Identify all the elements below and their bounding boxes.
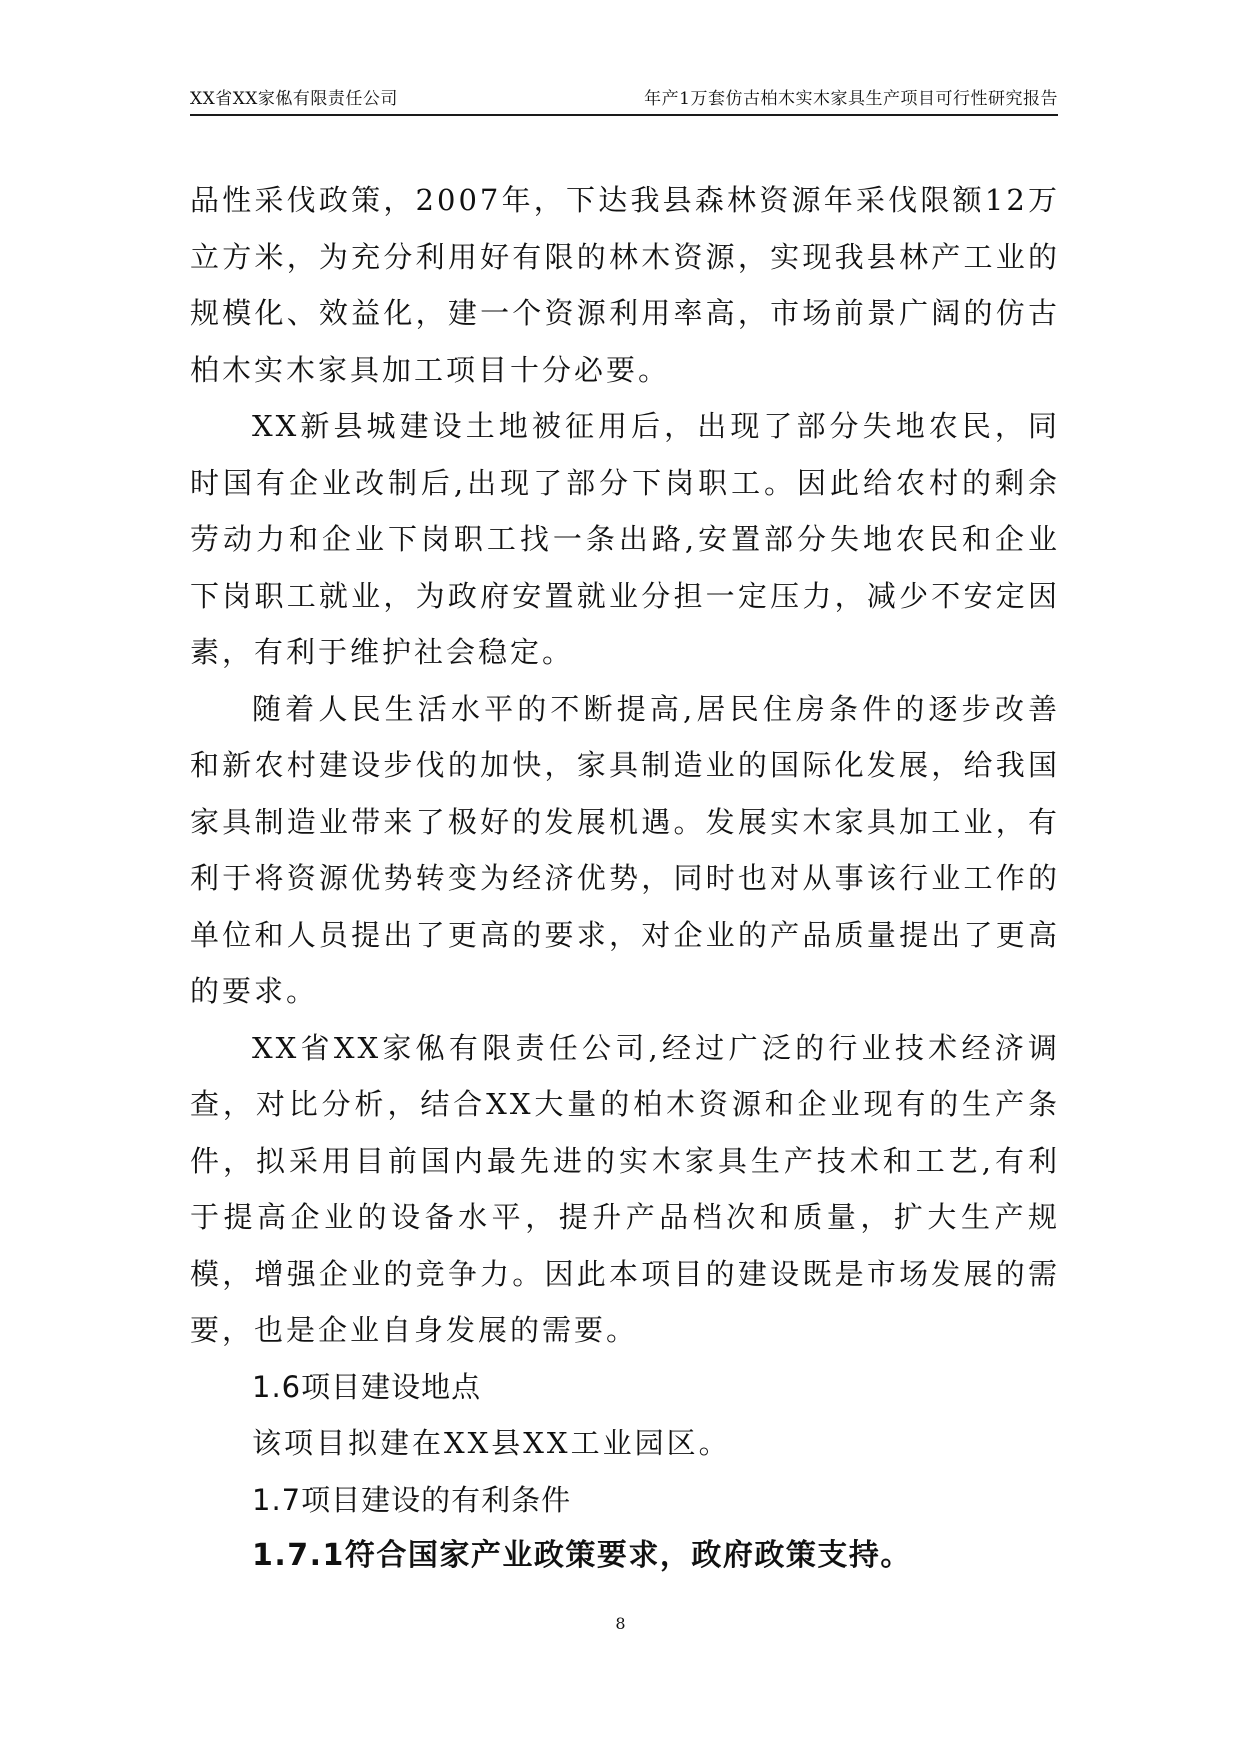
page-number: 8 [615, 1614, 626, 1633]
section-heading-1-6: 1.6项目建设地点 [252, 1369, 482, 1404]
page-header [190, 86, 1058, 116]
paragraph-4: XX省XX家俬有限责任公司,经过广泛的行业技术经济调查，对比分析，结合XX大量的柏木资源和企业现有的生产条件，拟采用目前国内最先进的实木家具生产技术和工艺,有利于提高企业的设备水平，提升产品档次和质量，扩大生产规模，增强企业的竞争力。因此本项目的建设既是市场发展的需要，也是企业自身发展的需要。 [190, 1030, 1060, 1347]
header-report-title: 年产1万套仿古柏木实木家具生产项目可行性研究报告 [644, 89, 1058, 109]
paragraph-5: 该项目拟建在XX县XX工业园区。 [252, 1426, 731, 1460]
header-company-name: XX省XX家俬有限责任公司 [190, 89, 398, 109]
subsection-heading-1-7-1: 1.7.1符合国家产业政策要求，政府政策支持。 [252, 1538, 912, 1573]
paragraph-1: 品性采伐政策，2007年，下达我县森林资源年采伐限额12万立方米，为充分利用好有限的林木资源，实现我县林产工业的规模化、效益化，建一个资源利用率高，市场前景广阔的仿古柏木实木家具加工项目十分必要。 [190, 183, 1060, 387]
paragraph-2: XX新县城建设土地被征用后，出现了部分失地农民，同时国有企业改制后,出现了部分下岗职工。因此给农村的剩余劳动力和企业下岗职工找一条出路,安置部分失地农民和企业下岗职工就业，为政府安置就业分担一定压力，减少不安定因素，有利于维护社会稳定。 [190, 409, 1060, 669]
paragraph-3: 随着人民生活水平的不断提高,居民住房条件的逐步改善和新农村建设步伐的加快，家具制造业的国际化发展，给我国家具制造业带来了极好的发展机遇。发展实木家具加工业，有利于将资源优势转变为经济优势，同时也对从事该行业工作的单位和人员提出了更高的要求，对企业的产品质量提出了更高的要求。 [190, 691, 1060, 1008]
document-body [190, 172, 1060, 1585]
section-heading-1-7: 1.7项目建设的有利条件 [252, 1482, 572, 1517]
